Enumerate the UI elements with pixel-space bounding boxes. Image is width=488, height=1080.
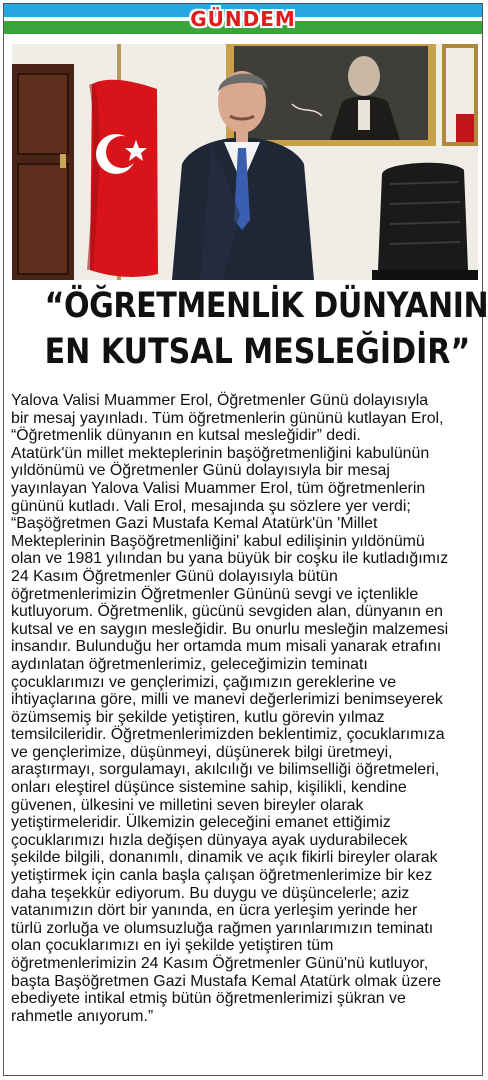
article-line: “Başöğretmen Gazi Mustafa Kemal Atatürk'ün 'Millet — [11, 515, 378, 533]
article-line: 24 Kasım Öğretmenler Günü dolayısıyla bütün — [11, 567, 338, 585]
article-line: başta Başöğretmen Gazi Mustafa Kemal Atatürk olmak üzere — [11, 972, 442, 990]
article-line: Mekteplerinin Başöğretmenliğini' kabul edilişinin yıldönümü — [11, 532, 425, 550]
article-line: türlü zorluğa ve olumsuzluğa rağmen yarınlarımızın teminatı — [11, 919, 434, 937]
article-line: güvenen, ülkesini ve milletini seven bireyler olarak — [11, 796, 364, 814]
headline-line-1: “ÖĞRETMENLİK DÜNYANIN — [44, 286, 488, 326]
article-line: bir mesaj yayınladı. Tüm öğretmenlerin gününü kutlayan Erol, — [11, 409, 444, 427]
article-line: şekilde bilgili, donanımlı, dinamik ve açık fikirli bireyler olarak — [11, 849, 438, 867]
article-line: ihtiyaçlarına göre, milli ve manevi değerlerimizi benimseyerek — [11, 691, 443, 709]
article-line: yetiştirmek için canla başla çalışan öğretmenlerimize bir kez — [11, 867, 433, 885]
article-body — [11, 392, 481, 1025]
article-line: onları eleştirel düşünce sistemine sahip, kişilikli, kendine — [11, 779, 407, 797]
article-line: özümsemiş bir şekilde yetiştiren, kutlu görevin yılmaz — [11, 708, 385, 726]
article-line: yayınlayan Yalova Valisi Muammer Erol, tüm öğretmenlerin — [11, 479, 426, 497]
article-line: ebediyete intikal etmiş bütün öğretmenlerimizi şükran ve — [11, 990, 406, 1008]
article-line: yetiştirmeleridir. Ülkemizin geleceğini emanet ettiğimiz — [11, 814, 391, 832]
office-chair-icon — [372, 163, 478, 280]
article-line: yıldönümü ve Öğretmenler Günü dolayısıyla bir mesaj — [11, 462, 390, 480]
article-line: çocuklarımızı ve gençlerimizi, çağımızın gereklerine ve — [11, 673, 397, 691]
article-line: Yalova Valisi Muammer Erol, Öğretmenler Günü dolayısıyla — [11, 392, 429, 409]
article-line: gününü kutladı. Vali Erol, mesajında şu sözlere yer verdi; — [11, 497, 411, 515]
article-line: olan ve 1981 yılından bu yana büyük bir coşku ile kutladığımız — [11, 550, 449, 568]
article-line: insandır. Bulunduğu her ortamda mum misali yanarak etrafını — [11, 638, 442, 656]
article-line: kutluyorum. Öğretmenlik, gücünü sevgiden alan, dünyanın en — [11, 603, 443, 621]
news-photo — [12, 44, 478, 280]
door-icon — [12, 64, 74, 280]
article-line: daha teşekkür ediyorum. Bu duygu ve düşüncelerle; aziz — [11, 884, 410, 902]
article-line: olan çocuklarımızı en iyi şekilde yetiştiren tüm — [11, 937, 334, 955]
article-line: “Öğretmenlik dünyanın en kutsal mesleğidir” dedi. — [11, 427, 361, 445]
article-line: kutsal ve en saygın mesleğidir. Bu onurlu mesleğin malzemesi — [11, 620, 449, 638]
article-line: ve gençlerimize, düşünmeyi, düşünerek bilgi üretmeyi, — [11, 743, 393, 761]
article-line: Atatürk'ün millet mekteplerinin başöğretmenliğini kabulünün — [11, 444, 430, 462]
headline-line-2: EN KUTSAL MESLEĞİDİR” — [44, 332, 471, 372]
article-line: öğretmenlerimizin 24 Kasım Öğretmenler Günü'nü kutluyor, — [11, 955, 429, 972]
section-header — [4, 4, 482, 34]
article-line: çocuklarımızı hızla değişen dünyaya ayak uydurabilecek — [11, 831, 408, 849]
article-line: rahmetle anıyorum.” — [11, 1007, 154, 1025]
headline — [12, 284, 488, 374]
article-line: araştırmayı, sorgulamayı, akılcılığı ve bilimselliği öğretmeleri, — [11, 761, 440, 779]
article-line: öğretmenlerimizin Öğretmenler Gününü sevgi ve içtenlikle — [11, 585, 419, 603]
article-line: vatanımızın dört bir yanında, en ücra yerleşim yerinde her — [11, 902, 418, 920]
article-line: aydınlatan öğretmenlerimiz, geleceğimizin teminatı — [11, 655, 368, 673]
article-line: temsilcileridir. Öğretmenlerimizden beklentimiz, çocuklarımıza — [11, 726, 445, 744]
section-title: GÜNDEM — [190, 7, 296, 31]
